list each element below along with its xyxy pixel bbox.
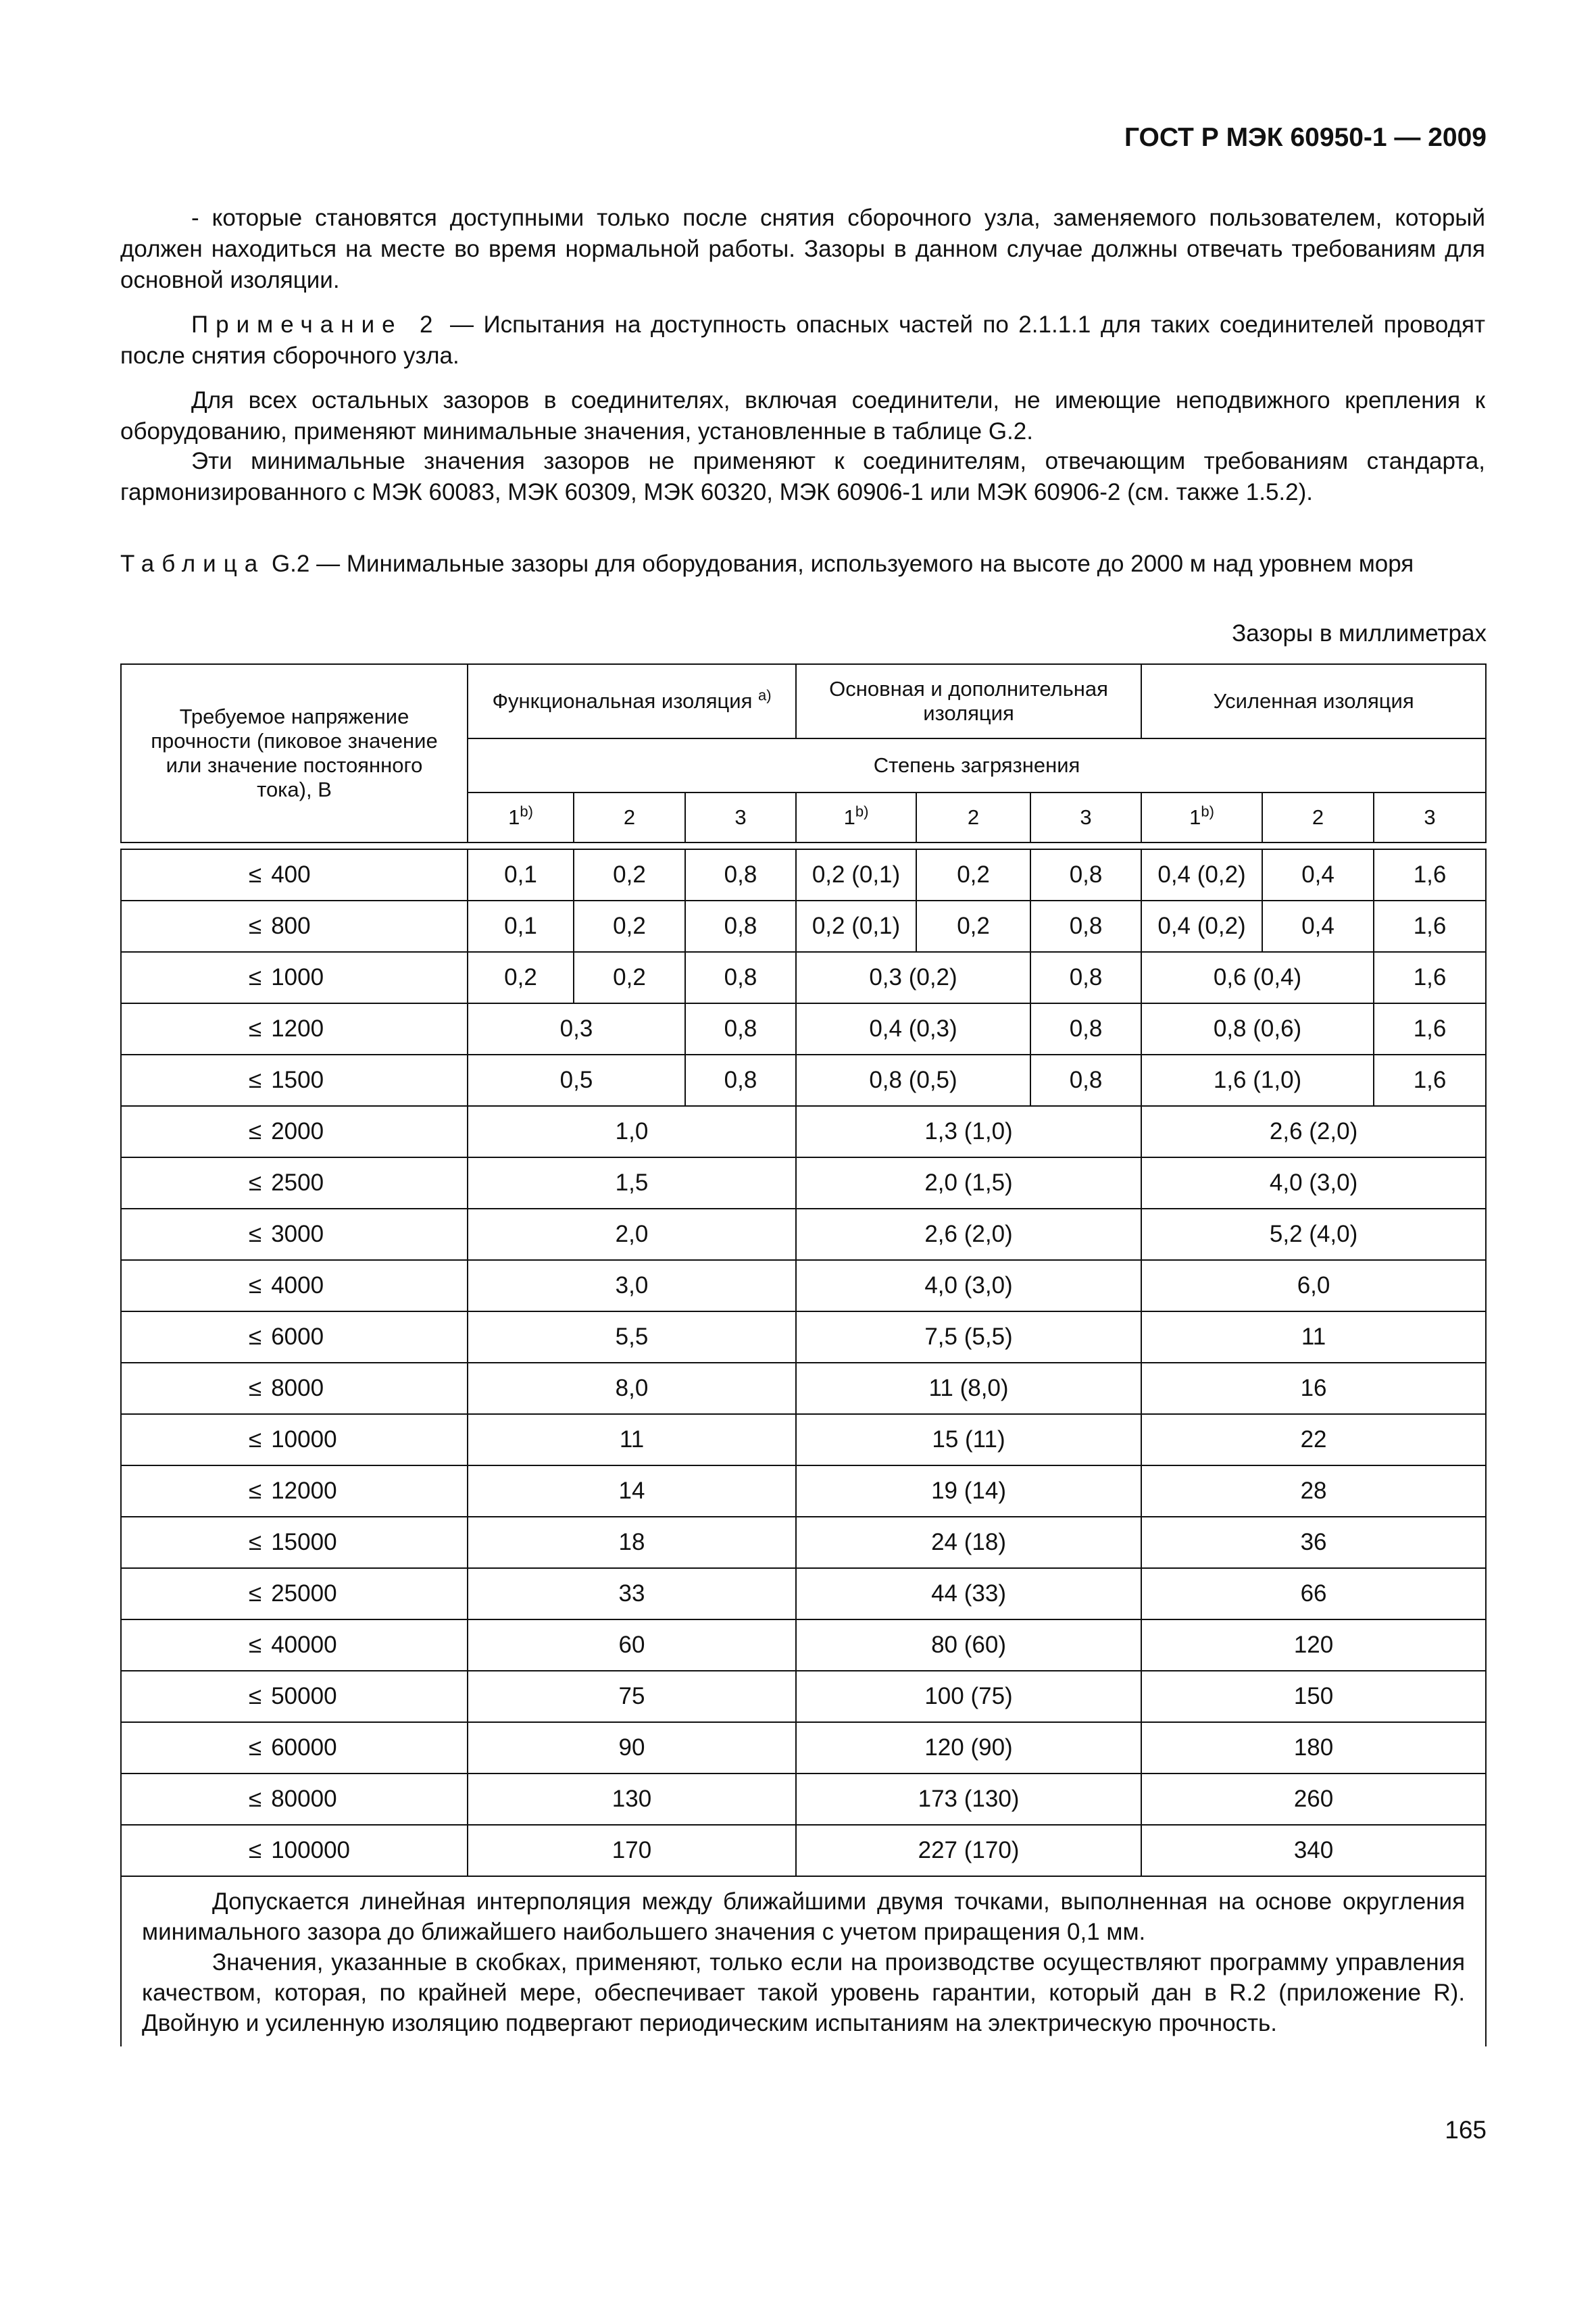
table-row xyxy=(121,1619,1486,1671)
less-or-equal-symbol: ≤ xyxy=(249,1632,262,1658)
less-or-equal-symbol: ≤ xyxy=(249,1169,262,1196)
pollution-degree-header: Степень загрязнения xyxy=(468,738,1486,793)
voltage-value: 6000 xyxy=(271,1324,324,1350)
clearance-cell: 2,6 (2,0) xyxy=(796,1209,1141,1260)
clearance-cell: 15 (11) xyxy=(796,1414,1141,1465)
clearance-cell: 0,4 (0,3) xyxy=(796,1003,1030,1055)
clearance-cell: 1,6 xyxy=(1374,901,1486,952)
less-or-equal-symbol: ≤ xyxy=(249,1478,262,1504)
voltage-cell xyxy=(121,1260,468,1311)
clearance-cell: 0,3 xyxy=(468,1003,685,1055)
clearance-cell: 36 xyxy=(1141,1517,1486,1568)
voltage-value: 400 xyxy=(271,861,311,888)
less-or-equal-symbol: ≤ xyxy=(249,1067,262,1093)
table-row xyxy=(121,1465,1486,1517)
clearance-cell: 24 (18) xyxy=(796,1517,1141,1568)
clearance-cell: 0,8 (0,5) xyxy=(796,1055,1030,1106)
header-text: Функциональная изоляция xyxy=(492,689,753,713)
table-row xyxy=(121,1363,1486,1414)
clearance-cell: 340 xyxy=(1141,1825,1486,1876)
table-caption-text: G.2 — Минимальные зазоры для оборудования, используемого на высоте до 2000 м над уровнем моря xyxy=(265,551,1414,577)
table-note: Значения, указанные в скобках, применяют, только если на производстве осуществляют программу управления качеством, которая, по крайней мере, обеспечивает такой уровень гарантии, который дан в R.2 (приложение R). Двойную и усиленную изоляцию подвергают периодическим испытаниям на электрическую прочность. xyxy=(142,1949,1466,2036)
clearance-cell: 7,5 (5,5) xyxy=(796,1311,1141,1363)
clearance-cell: 1,6 (1,0) xyxy=(1141,1055,1374,1106)
clearance-cell: 130 xyxy=(468,1774,796,1825)
table-row xyxy=(121,1260,1486,1311)
clearance-cell: 0,8 xyxy=(685,1003,796,1055)
less-or-equal-symbol: ≤ xyxy=(249,1837,262,1863)
voltage-cell xyxy=(121,1363,468,1414)
table-row xyxy=(121,1671,1486,1722)
clearance-cell: 0,1 xyxy=(468,849,574,901)
voltage-value: 15000 xyxy=(271,1529,337,1555)
less-or-equal-symbol: ≤ xyxy=(249,1375,262,1401)
less-or-equal-symbol: ≤ xyxy=(249,1426,262,1453)
clearance-cell: 0,2 xyxy=(574,901,685,952)
clearance-cell: 66 xyxy=(1141,1568,1486,1619)
table-row xyxy=(121,901,1486,952)
voltage-value: 60000 xyxy=(271,1734,337,1761)
clearance-cell: 11 xyxy=(468,1414,796,1465)
voltage-value: 1500 xyxy=(271,1067,324,1093)
table-row xyxy=(121,849,1486,901)
degree-2-header: 2 xyxy=(1262,793,1374,842)
table-notes-row xyxy=(121,1876,1486,2046)
clearance-cell: 0,8 xyxy=(685,952,796,1003)
clearance-cell: 120 xyxy=(1141,1619,1486,1671)
document-id: ГОСТ Р МЭК 60950-1 — 2009 xyxy=(1124,123,1487,152)
table-notes xyxy=(121,1876,1486,2046)
table-units: Зазоры в миллиметрах xyxy=(1232,620,1487,647)
voltage-cell xyxy=(121,1106,468,1157)
table-caption-label: Таблица xyxy=(120,551,266,577)
clearance-cell: 100 (75) xyxy=(796,1671,1141,1722)
clearance-cell: 0,8 xyxy=(1030,1003,1141,1055)
clearance-cell: 260 xyxy=(1141,1774,1486,1825)
clearance-cell: 0,8 xyxy=(1030,1055,1141,1106)
clearance-cell: 0,8 (0,6) xyxy=(1141,1003,1374,1055)
clearance-cell: 0,8 xyxy=(1030,849,1141,901)
clearance-cell: 5,5 xyxy=(468,1311,796,1363)
clearance-cell: 14 xyxy=(468,1465,796,1517)
voltage-cell xyxy=(121,1311,468,1363)
voltage-value: 8000 xyxy=(271,1375,324,1401)
footnote-marker: b) xyxy=(520,803,533,820)
degree-3-header: 3 xyxy=(1030,793,1141,842)
clearance-cell: 0,2 (0,1) xyxy=(796,901,916,952)
clearance-cell: 0,4 (0,2) xyxy=(1141,901,1262,952)
clearance-cell: 227 (170) xyxy=(796,1825,1141,1876)
clearance-cell: 0,8 xyxy=(685,849,796,901)
clearance-cell: 0,1 xyxy=(468,901,574,952)
clearance-cell: 1,6 xyxy=(1374,1003,1486,1055)
voltage-cell xyxy=(121,1722,468,1774)
paragraph-text: - которые становятся доступными только после снятия сборочного узла, заменяемого пользователем, который должен находиться на месте во время нормальной работы. Зазоры в данном случае должны отвечать требованиям для основной изоляции. xyxy=(120,205,1485,293)
header-separator xyxy=(121,842,1486,849)
separator-cell xyxy=(121,842,1486,849)
voltage-value: 12000 xyxy=(271,1478,337,1504)
table-row xyxy=(121,952,1486,1003)
table-caption xyxy=(120,549,1485,580)
less-or-equal-symbol: ≤ xyxy=(249,1683,262,1709)
footnote-marker: a) xyxy=(757,686,772,704)
table-row xyxy=(121,1825,1486,1876)
voltage-cell xyxy=(121,952,468,1003)
table-row xyxy=(121,1157,1486,1209)
clearance-cell: 11 xyxy=(1141,1311,1486,1363)
table-row xyxy=(121,1055,1486,1106)
table-row xyxy=(121,1414,1486,1465)
voltage-value: 100000 xyxy=(271,1837,351,1863)
clearance-cell: 8,0 xyxy=(468,1363,796,1414)
degree-label: 1 xyxy=(508,805,520,829)
paragraph-accessible-connectors xyxy=(120,203,1485,296)
functional-insulation-header xyxy=(468,664,796,738)
clearance-table xyxy=(120,663,1487,2046)
clearance-cell: 0,4 xyxy=(1262,849,1374,901)
table-row xyxy=(121,1774,1486,1825)
clearance-cell: 1,3 (1,0) xyxy=(796,1106,1141,1157)
clearance-cell: 1,6 xyxy=(1374,849,1486,901)
voltage-cell xyxy=(121,1055,468,1106)
clearance-cell: 6,0 xyxy=(1141,1260,1486,1311)
voltage-cell xyxy=(121,1003,468,1055)
note-2 xyxy=(120,309,1485,372)
voltage-cell xyxy=(121,1671,468,1722)
clearance-cell: 28 xyxy=(1141,1465,1486,1517)
table-row xyxy=(121,1311,1486,1363)
clearance-cell: 19 (14) xyxy=(796,1465,1141,1517)
clearance-cell: 0,8 xyxy=(685,1055,796,1106)
voltage-cell xyxy=(121,1465,468,1517)
clearance-cell: 60 xyxy=(468,1619,796,1671)
clearance-cell: 0,4 xyxy=(1262,901,1374,952)
table-row xyxy=(121,1106,1486,1157)
clearance-cell: 44 (33) xyxy=(796,1568,1141,1619)
voltage-value: 10000 xyxy=(271,1426,337,1453)
clearance-cell: 2,0 xyxy=(468,1209,796,1260)
clearance-cell: 0,4 (0,2) xyxy=(1141,849,1262,901)
less-or-equal-symbol: ≤ xyxy=(249,1015,262,1042)
less-or-equal-symbol: ≤ xyxy=(249,861,262,888)
clearance-cell: 170 xyxy=(468,1825,796,1876)
table-row xyxy=(121,1209,1486,1260)
clearance-cell: 16 xyxy=(1141,1363,1486,1414)
clearance-cell: 0,2 xyxy=(468,952,574,1003)
table-row xyxy=(121,1722,1486,1774)
clearance-cell: 4,0 (3,0) xyxy=(1141,1157,1486,1209)
degree-1-header xyxy=(468,793,574,842)
voltage-value: 80000 xyxy=(271,1786,337,1812)
voltage-cell xyxy=(121,1517,468,1568)
clearance-cell: 2,0 (1,5) xyxy=(796,1157,1141,1209)
clearance-cell: 33 xyxy=(468,1568,796,1619)
clearance-cell: 0,8 xyxy=(1030,901,1141,952)
voltage-value: 40000 xyxy=(271,1632,337,1658)
voltage-value: 2000 xyxy=(271,1118,324,1145)
clearance-cell: 4,0 (3,0) xyxy=(796,1260,1141,1311)
clearance-cell: 0,2 xyxy=(916,901,1030,952)
voltage-cell xyxy=(121,1774,468,1825)
clearance-cell: 0,8 xyxy=(685,901,796,952)
degree-1-header xyxy=(1141,793,1262,842)
clearance-cell: 18 xyxy=(468,1517,796,1568)
degree-label: 1 xyxy=(1189,805,1201,829)
voltage-value: 25000 xyxy=(271,1580,337,1607)
clearance-cell: 0,6 (0,4) xyxy=(1141,952,1374,1003)
voltage-value: 800 xyxy=(271,913,311,939)
clearance-cell: 80 (60) xyxy=(796,1619,1141,1671)
paragraph-exceptions xyxy=(120,446,1485,508)
footnote-marker: b) xyxy=(855,803,869,820)
voltage-value: 2500 xyxy=(271,1169,324,1196)
less-or-equal-symbol: ≤ xyxy=(249,1580,262,1607)
degree-label: 1 xyxy=(843,805,855,829)
clearance-cell: 1,0 xyxy=(468,1106,796,1157)
table-note: Допускается линейная интерполяция между ближайшими двумя точками, выполненная на основе округления минимального зазора до ближайшего наибольшего значения с учетом приращения 0,1 мм. xyxy=(142,1888,1466,1945)
voltage-value: 3000 xyxy=(271,1221,324,1247)
clearance-cell: 1,6 xyxy=(1374,1055,1486,1106)
clearance-cell: 180 xyxy=(1141,1722,1486,1774)
less-or-equal-symbol: ≤ xyxy=(249,1324,262,1350)
table-row xyxy=(121,1003,1486,1055)
less-or-equal-symbol: ≤ xyxy=(249,964,262,990)
degree-3-header: 3 xyxy=(1374,793,1486,842)
clearance-cell: 0,2 (0,1) xyxy=(796,849,916,901)
less-or-equal-symbol: ≤ xyxy=(249,1221,262,1247)
clearance-cell: 75 xyxy=(468,1671,796,1722)
degree-1-header xyxy=(796,793,916,842)
degree-2-header: 2 xyxy=(574,793,685,842)
basic-insulation-header: Основная и дополнительная изоляция xyxy=(796,664,1141,738)
degree-3-header: 3 xyxy=(685,793,796,842)
paragraph-other-clearances xyxy=(120,385,1485,447)
voltage-cell xyxy=(121,901,468,952)
clearance-cell: 90 xyxy=(468,1722,796,1774)
voltage-value: 1000 xyxy=(271,964,324,990)
note-2-label: Примечание 2 xyxy=(191,311,441,338)
clearance-cell: 0,8 xyxy=(1030,952,1141,1003)
clearance-cell: 0,5 xyxy=(468,1055,685,1106)
voltage-column-header: Требуемое напряжение прочности (пиковое значение или значение постоянного тока), В xyxy=(121,664,468,842)
clearance-cell: 0,2 xyxy=(916,849,1030,901)
voltage-cell xyxy=(121,1209,468,1260)
table-header-row xyxy=(121,664,1486,738)
footnote-marker: b) xyxy=(1201,803,1214,820)
less-or-equal-symbol: ≤ xyxy=(249,913,262,939)
less-or-equal-symbol: ≤ xyxy=(249,1529,262,1555)
paragraph-text: Эти минимальные значения зазоров не применяют к соединителям, отвечающим требованиям стандарта, гармонизированного с МЭК 60083, МЭК 60309, МЭК 60320, МЭК 60906-1 или МЭК 60906-2 (см. также 1.5.2). xyxy=(120,448,1485,505)
voltage-cell xyxy=(121,1825,468,1876)
clearance-cell: 150 xyxy=(1141,1671,1486,1722)
less-or-equal-symbol: ≤ xyxy=(249,1786,262,1812)
less-or-equal-symbol: ≤ xyxy=(249,1118,262,1145)
clearance-cell: 1,6 xyxy=(1374,952,1486,1003)
voltage-value: 50000 xyxy=(271,1683,337,1709)
less-or-equal-symbol: ≤ xyxy=(249,1734,262,1761)
clearance-cell: 5,2 (4,0) xyxy=(1141,1209,1486,1260)
note-2-text: — Испытания на доступность опасных частей по 2.1.1.1 для таких соединителей проводят после снятия сборочного узла. xyxy=(120,311,1485,369)
clearance-cell: 2,6 (2,0) xyxy=(1141,1106,1486,1157)
voltage-cell xyxy=(121,1157,468,1209)
voltage-cell xyxy=(121,1414,468,1465)
less-or-equal-symbol: ≤ xyxy=(249,1272,262,1299)
voltage-value: 1200 xyxy=(271,1015,324,1042)
table-row xyxy=(121,1568,1486,1619)
clearance-cell: 0,2 xyxy=(574,952,685,1003)
page-number: 165 xyxy=(1445,2116,1487,2144)
voltage-cell xyxy=(121,1568,468,1619)
voltage-value: 4000 xyxy=(271,1272,324,1299)
clearance-cell: 0,2 xyxy=(574,849,685,901)
voltage-cell xyxy=(121,1619,468,1671)
clearance-cell: 3,0 xyxy=(468,1260,796,1311)
clearance-cell: 0,3 (0,2) xyxy=(796,952,1030,1003)
paragraph-text: Для всех остальных зазоров в соединителях, включая соединители, не имеющие неподвижного крепления к оборудованию, применяют минимальные значения, установленные в таблице G.2. xyxy=(120,387,1485,445)
clearance-cell: 22 xyxy=(1141,1414,1486,1465)
voltage-cell xyxy=(121,849,468,901)
degree-2-header: 2 xyxy=(916,793,1030,842)
clearance-cell: 11 (8,0) xyxy=(796,1363,1141,1414)
clearance-cell: 120 (90) xyxy=(796,1722,1141,1774)
clearance-cell: 1,5 xyxy=(468,1157,796,1209)
table-row xyxy=(121,1517,1486,1568)
reinforced-insulation-header: Усиленная изоляция xyxy=(1141,664,1486,738)
clearance-cell: 173 (130) xyxy=(796,1774,1141,1825)
